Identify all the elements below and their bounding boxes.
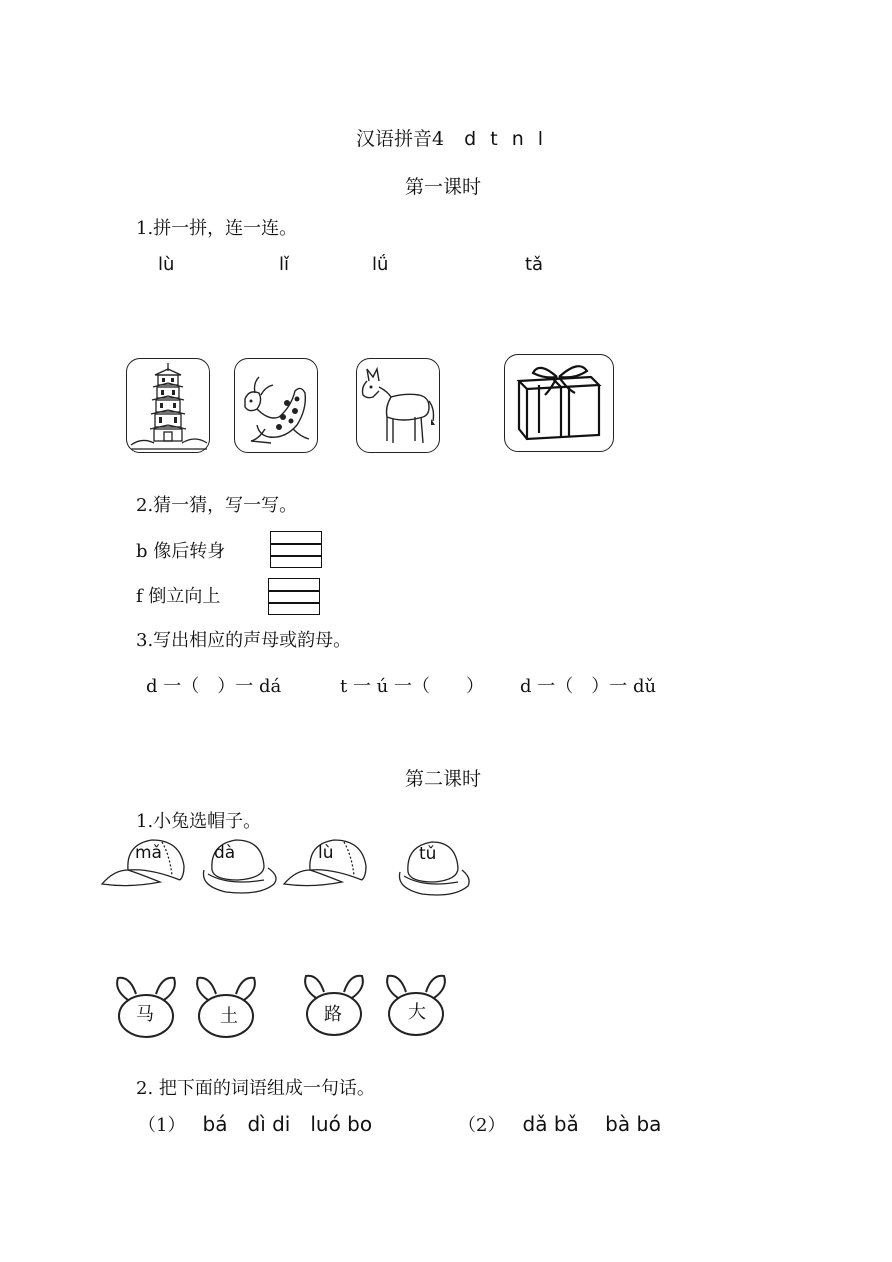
lesson2-heading: 第二课时 [405, 768, 482, 790]
bunny-label-1: 马 [136, 1004, 154, 1025]
lesson1-heading: 第一课时 [405, 176, 482, 198]
bunny-label-2: 土 [220, 1006, 238, 1027]
sentence-item-1-num: （1） [138, 1115, 186, 1136]
q3-item-1: d 一（ ）一 dá [146, 676, 282, 697]
deer-icon [235, 359, 317, 452]
pinyin-li: lǐ [279, 254, 290, 275]
gift-box-icon [505, 355, 613, 451]
title-letters: d t n l [464, 128, 548, 150]
cap-label-3: lù [318, 843, 334, 863]
sentence-item-2 [458, 1108, 661, 1137]
q2-row1-label: b 像后转身 [136, 541, 226, 562]
q2-row2-label: f 倒立向上 [136, 586, 221, 607]
donkey-card[interactable] [356, 358, 440, 453]
page-title [356, 124, 547, 151]
q2-answer-box-2[interactable] [268, 578, 320, 615]
q2-answer-box-1[interactable] [270, 531, 322, 568]
q3-item-2: t 一 ú 一（ ） [340, 676, 484, 697]
gift-box-card[interactable] [504, 354, 614, 452]
pinyin-lu: lù [158, 254, 175, 275]
pinyin-lv: lǘ [372, 254, 389, 275]
sentence-item-1 [138, 1108, 372, 1137]
hat-label-2: dà [214, 843, 236, 863]
lesson2-q2-prompt: 2. 把下面的词语组成一句话。 [136, 1078, 375, 1099]
q3-prompt: 3.写出相应的声母或韵母。 [136, 630, 352, 651]
sentence-item-2-words: dǎ bǎ bà ba [522, 1112, 662, 1136]
pagoda-icon [127, 359, 209, 452]
cap-label-1: mǎ [135, 843, 162, 863]
pagoda-card[interactable] [126, 358, 210, 453]
pinyin-ta: tǎ [525, 254, 544, 275]
deer-card[interactable] [234, 358, 318, 453]
sentence-item-1-words: bá dì di luó bo [202, 1112, 373, 1136]
lesson2-q1-prompt: 1.小兔选帽子。 [136, 811, 262, 832]
q2-prompt: 2.猜一猜，写一写。 [136, 495, 298, 516]
donkey-icon [357, 359, 439, 452]
round-hat-icon-2[interactable] [198, 834, 280, 898]
bunny-label-3: 路 [324, 1004, 342, 1025]
title-text: 汉语拼音4 [356, 128, 445, 150]
q1-prompt: 1.拼一拼，连一连。 [136, 218, 298, 239]
bunny-label-4: 大 [408, 1002, 426, 1023]
q3-item-3: d 一（ ）一 dǔ [520, 676, 657, 697]
sentence-item-2-num: （2） [458, 1115, 506, 1136]
hat-label-4: tǔ [419, 844, 437, 864]
